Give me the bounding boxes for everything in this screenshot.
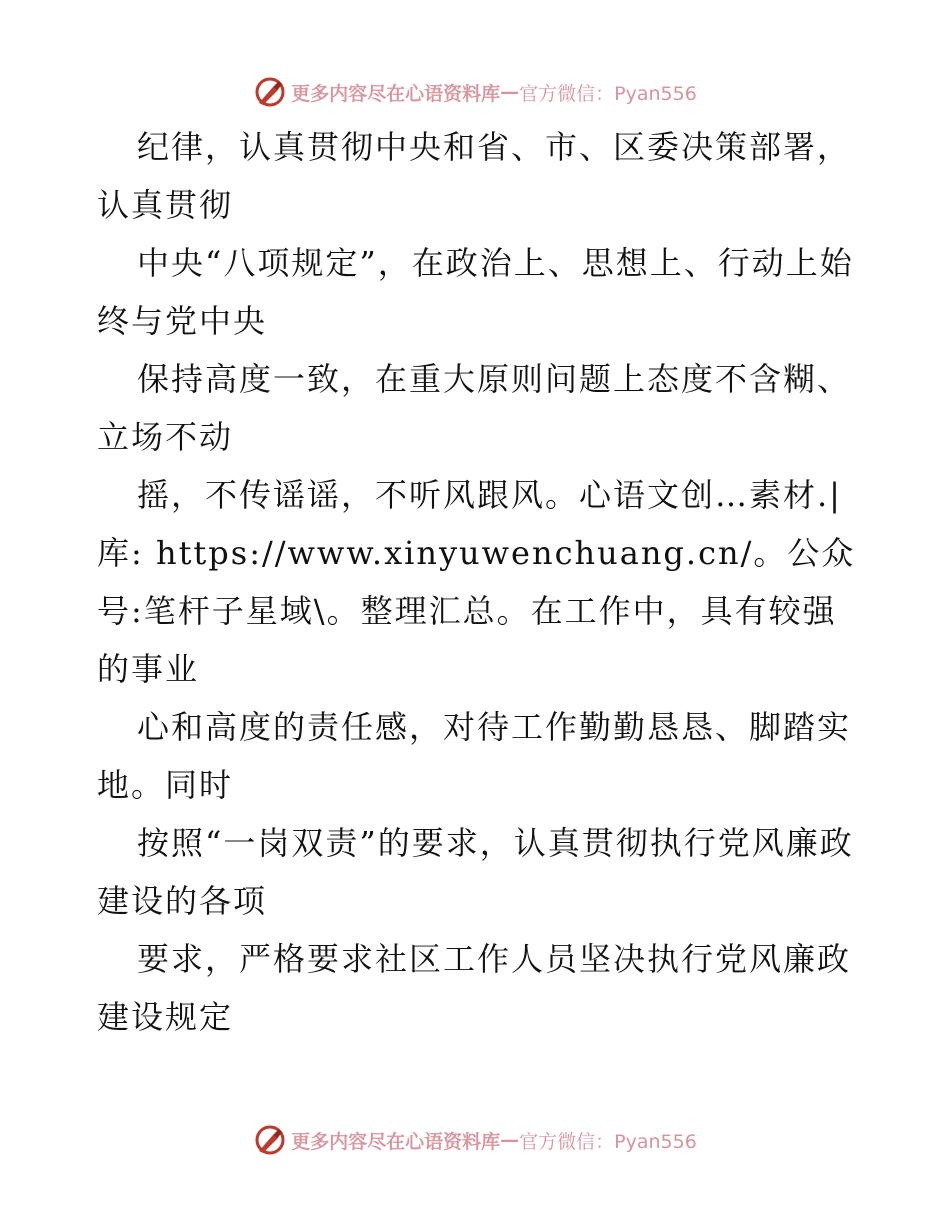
header-banner-text: 更多内容尽在心语资料库 [291,82,501,105]
header-banner-wechat: 官方微信：Pyan556 [519,82,697,105]
paragraph-3: 保持高度一致，在重大原则问题上态度不含糊、立场不动 [97,360,852,456]
paragraph-6: 按照“一岗双责”的要求，认真贯彻执行党风廉政建设的各项 [97,824,854,920]
footer-banner-wechat: 官方微信：Pyan556 [519,1130,697,1153]
footer-banner-dash: — [500,1129,520,1151]
pen-logo-icon [253,1123,287,1157]
header-banner [0,70,950,114]
paragraph-2: 中央“八项规定”，在政治上、思想上、行动上始终与党中央 [97,244,854,340]
paragraph-7: 要求，严格要求社区工作人员坚决执行党风廉政建设规定 [97,940,852,1036]
paragraph-5: 心和高度的责任感，对待工作勤勤恳恳、脚踏实地。同时 [97,708,852,804]
paragraph-1: 纪律，认真贯彻中央和省、市、区委决策部署，认真贯彻 [97,128,852,224]
document-body [97,118,857,1046]
footer-banner-text: 更多内容尽在心语资料库 [291,1130,501,1153]
footer-banner [0,1118,950,1162]
paragraph-4: 摇，不传谣谣，不听风跟风。心语文创…素材.|库: https://www.xinyuwenchuang.cn/。公众号:笔杆子星域\。整理汇总。在工作中，具有较强的事业 [97,476,856,688]
header-banner-dash: — [500,81,520,103]
pen-logo-icon [253,75,287,109]
